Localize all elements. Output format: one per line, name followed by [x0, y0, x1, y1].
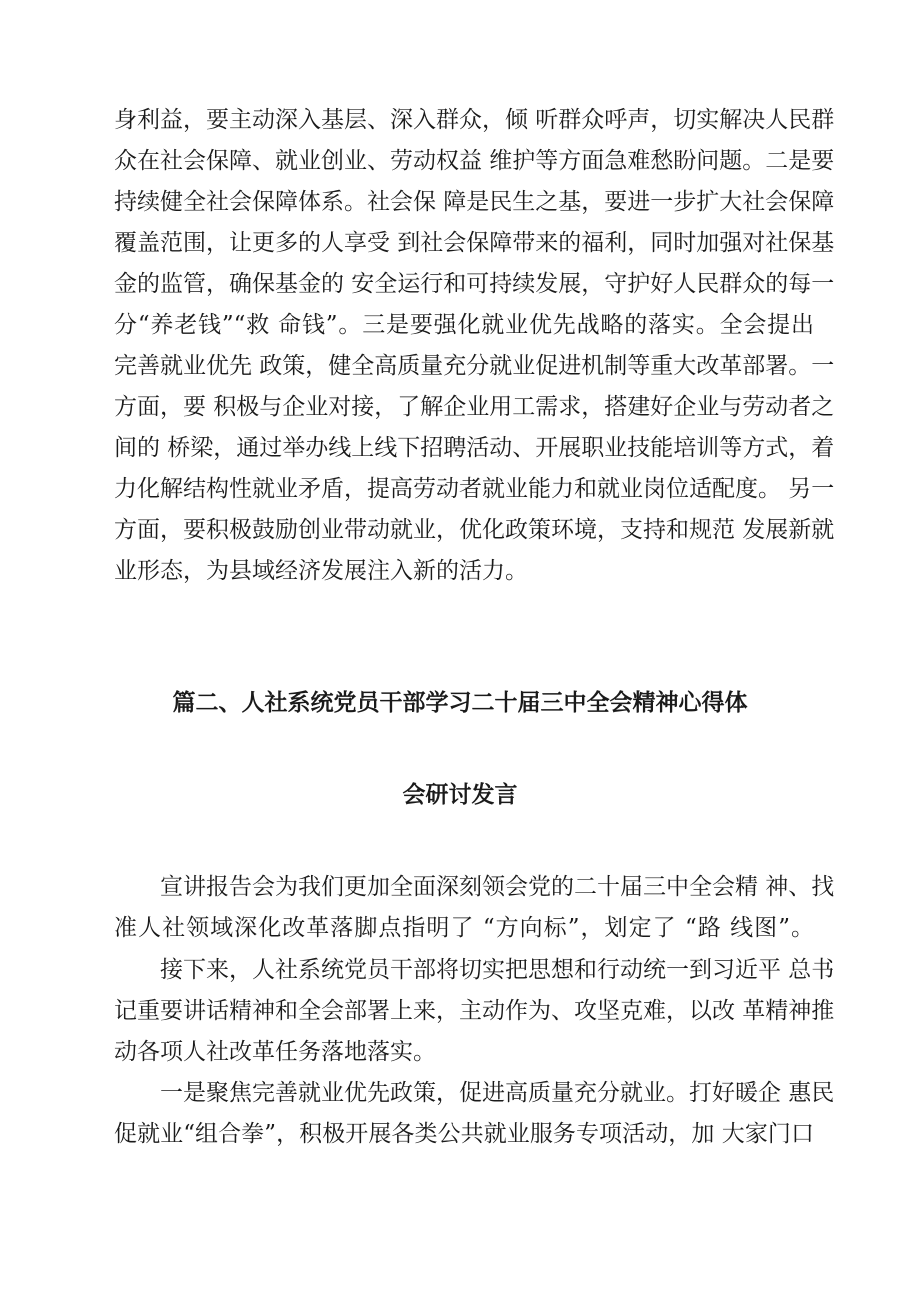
body-text-line: 身利益，要主动深入基层、深入群众，倾 听群众呼声，切实解决人民群 — [114, 107, 835, 133]
body-text-line: 准人社领域深化改革落脚点指明了 “方向标”，划定了 “路 线图”。 — [114, 915, 814, 941]
section-heading-line1: 篇二、人社系统党员干部学习二十届三中全会精神心得体 — [172, 690, 748, 716]
body-text-line: 动各项人社改革任务落地落实。 — [114, 1039, 436, 1065]
body-text-line: 业形态，为县域经济发展注入新的活力。 — [114, 558, 528, 584]
paragraph-first-line: 宣讲报告会为我们更加全面深刻领会党的二十届三中全会精 神、找 — [160, 874, 835, 900]
paragraph-first-line: 一是聚焦完善就业优先政策，促进高质量充分就业。打好暖企 惠民 — [160, 1080, 835, 1106]
body-text-line: 促就业“组合拳”，积极开展各类公共就业服务专项活动，加 大家门口 — [114, 1121, 814, 1147]
body-text-line: 间的 桥梁，通过举办线上线下招聘活动、开展职业技能培训等方式，着 — [114, 435, 835, 461]
body-text-line: 持续健全社会保障体系。社会保 障是民生之基，要进一步扩大社会保障 — [114, 189, 835, 215]
section-heading-line2: 会研讨发言 — [402, 782, 518, 808]
body-text-line: 金的监管，确保基金的 安全运行和可持续发展，守护好人民群众的每一 — [114, 271, 835, 297]
body-text-line: 记重要讲话精神和全会部署上来，主动作为、攻坚克难，以改 革精神推 — [114, 998, 835, 1024]
body-text-line: 分“养老钱”“救 命钱”。三是要强化就业优先战略的落实。全会提出 — [114, 312, 814, 338]
body-text-line: 覆盖范围，让更多的人享受 到社会保障带来的福利，同时加强对社保基 — [114, 230, 835, 256]
body-text-line: 完善就业优先 政策，健全高质量充分就业促进机制等重大改革部署。一 — [114, 353, 835, 379]
paragraph-first-line: 接下来，人社系统党员干部将切实把思想和行动统一到习近平 总书 — [160, 957, 835, 983]
body-text-line: 方面，要 积极与企业对接，了解企业用工需求，搭建好企业与劳动者之 — [114, 394, 835, 420]
body-text-line: 众在社会保障、就业创业、劳动权益 维护等方面急难愁盼问题。二是要 — [114, 148, 835, 174]
body-text-line: 力化解结构性就业矛盾，提高劳动者就业能力和就业岗位适配度。 另一 — [114, 476, 835, 502]
body-text-line: 方面，要积极鼓励创业带动就业，优化政策环境，支持和规范 发展新就 — [114, 517, 835, 543]
